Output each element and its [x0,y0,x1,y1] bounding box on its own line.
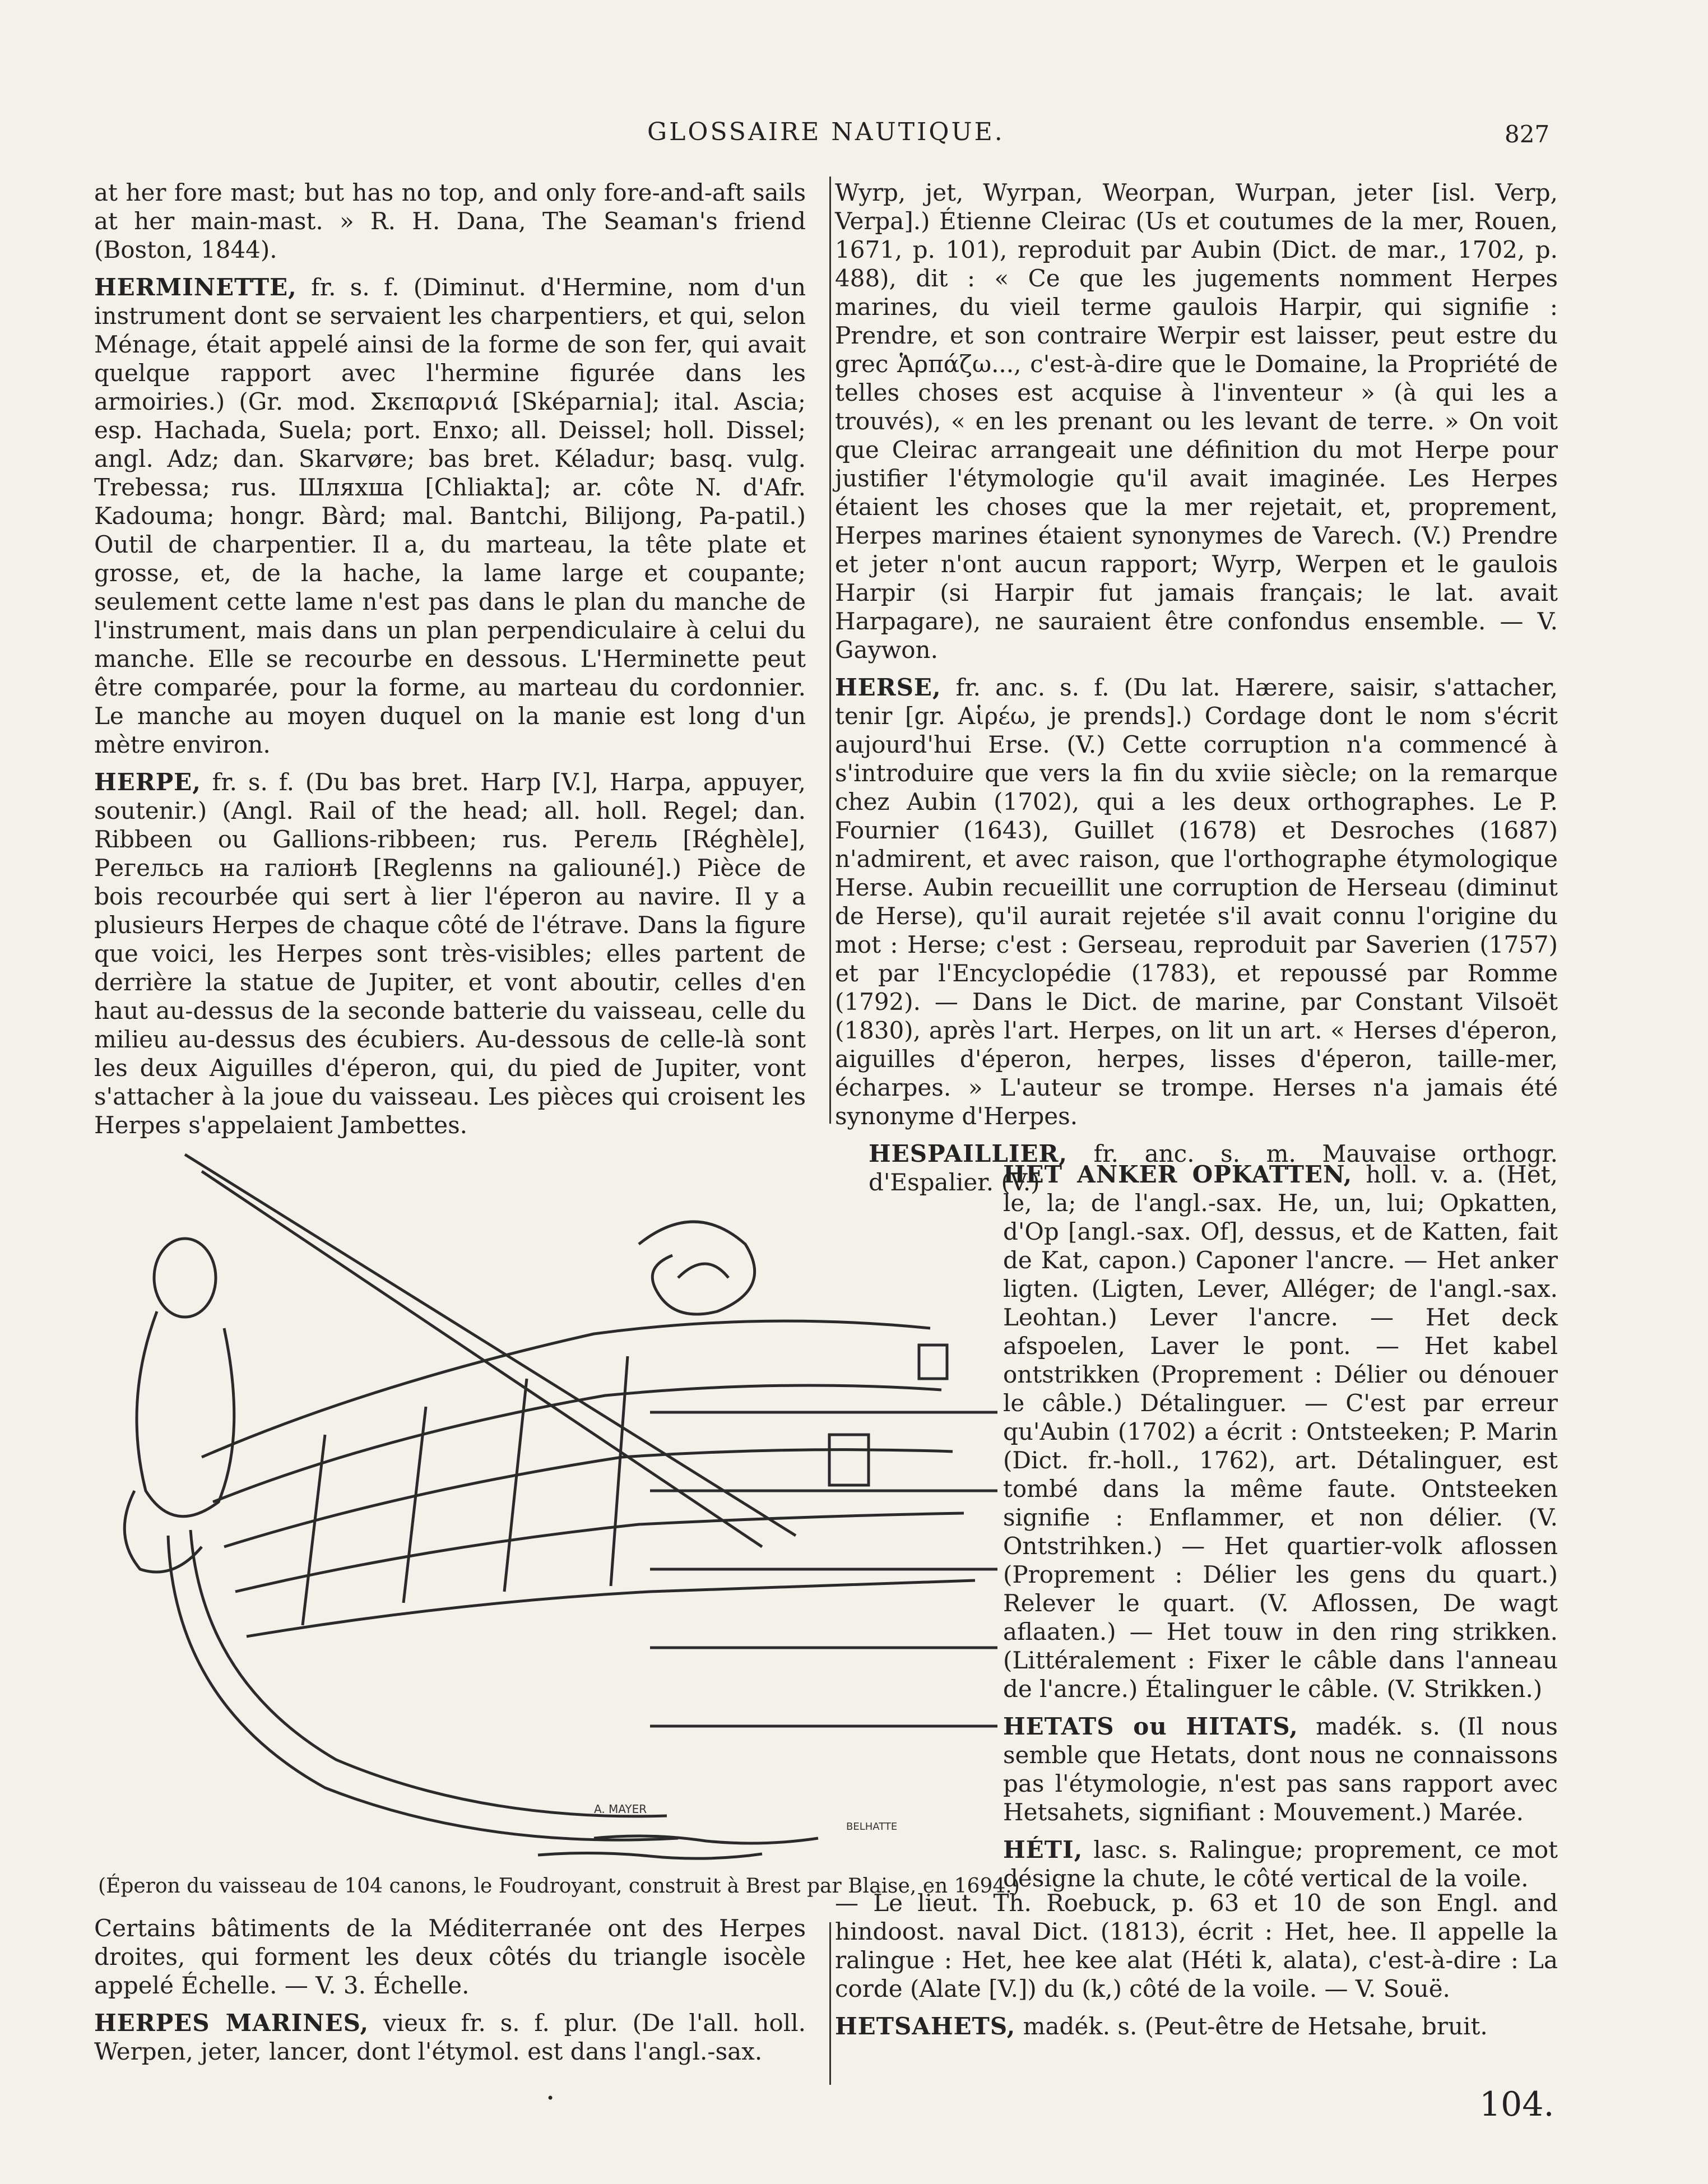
definition: madék. s. (Peut-être de Hetsahe, bruit. [1015,2013,1488,2040]
running-header: GLOSSAIRE NAUTIQUE. [647,118,1005,146]
signature-mark: 104. [1479,2085,1554,2124]
headword: HESPAILLIER, [869,1140,1068,1167]
headword: HERMINETTE, [94,273,297,301]
engraver-signature-left: A. MAYER [594,1802,647,1816]
definition: fr. anc. s. m. Mauvaise orthogr. d'Espalier. (V.) [869,1140,1558,1196]
ship-head-engraving [90,1143,1575,1866]
entry-herse [835,673,1558,1130]
paragraph-continuation: Wyrp, jet, Wyrpan, Weorpan, Wurpan, jeter [isl. Verp, Verpa].) Étienne Cleirac (Us et coutumes de la mer, Rouen, 1671, p. 101), reproduit par Aubin (Dict. de mar., 1702, p. 488), dit : « Ce que les jugements nomment Herpes marines, du vieil terme gaulois Harpir, qui signifie : Prendre, et son contraire Werpir est laisser, peut estre du grec Ἁρπάζω..., c'est-à-dire que le Domaine, la Propriété de telles choses est acquise à l'inventeur » (à qui les a trouvés), « en les prenant ou les levant de terre. » On voit que Cleirac arrangeait une définition du mot Herpe pour justifier l'étymologie qu'il avait imaginée. Les Herpes étaient les choses que la mer rejetait, et, proprement, Herpes marines étaient synonymes de Varech. (V.) Prendre et jeter n'ont aucun rapport; Wyrp, Werpen et le gaulois Harpir (si Harpir fut jamais français; le lat. avait Harpagare), ne sauraient être confondus ensemble. — V. Gaywon. [835,179,1558,664]
headword: HERPES MARINES, [94,2009,369,2037]
headword: HÉTI, [1003,1836,1083,1863]
headword: HERPE, [94,768,201,796]
column-rule-top [829,177,831,1124]
paragraph-continuation: — Le lieut. Th. Roebuck, p. 63 et 10 de son Engl. and hindoost. naval Dict. (1813), écrit : Het, hee. Il appelle la ralingue : Het, hee kee alat (Héti k, alata), c'est-à-dire : La corde (Alate [V.]) du (k,) côté de la voile. — V. Souë. [835,1889,1558,2002]
left-column-bottom [94,1914,806,2075]
entry-herpes-marines [94,2009,806,2066]
headword: HETATS ou HITATS, [1003,1713,1298,1740]
headword: HETSAHETS, [835,2013,1016,2040]
definition: holl. v. a. (Het, le, la; de l'angl.-sax. He, un, lui; Opkatten, d'Op [angl.-sax. Of], dessus, et de Katten, fait de Kat, capon.) Caponer l'ancre. — Het anker ligten. (Ligten, Lever, Alléger; de l'angl.-sax. Leohtan.) Lever l'ancre. — Het deck afspoelen, Laver le pont. — Het kabel ontstrikken (Proprement : Délier ou dénouer le câble.) Détalinguer. — C'est par erreur qu'Aubin (1702) a écrit : Ontsteeken; P. Marin (Dict. fr.-holl., 1762), art. Détalinguer, est tombé dans la même faute. Ontsteeken signifie : Enflammer, et non délier. (V. Ontstrihken.) — Het quartier-volk aflossen (Proprement : Délier les gens du quart.) Relever le quart. (V. Aflossen, De wagt aflaaten.) — Het touw in den ring strikken. (Littéralement : Fixer le câble dans l'anneau de l'ancre.) Étalinguer le câble. (V. Strikken.) [1003,1161,1558,1703]
entry-herpe [94,768,806,1139]
definition: lasc. s. Ralingue; proprement, ce mot désigne la chute, le côté vertical de la voile. [1003,1836,1558,1892]
headword: HERSE, [835,674,941,701]
figure-caption: (Éperon du vaisseau de 104 canons, le Foudroyant, construit à Brest par Blaise, en 1694.) [98,1875,1020,1898]
paragraph-continuation: at her fore mast; but has no top, and only fore-and-aft sails at her main-mast. » R. H. Dana, The Seaman's friend (Boston, 1844). [94,179,806,263]
headword: HET ANKER OPKATTEN, [1003,1161,1353,1188]
page-number: 827 [1505,120,1550,148]
column-rule-bottom [829,1922,831,2085]
definition: vieux fr. s. f. plur. (De l'all. holl. Werpen, jeter, lancer, dont l'étymol. est dans l'angl.-sax. [94,2009,806,2065]
right-column-bottom [835,1889,1558,2049]
definition: madék. s. (Il nous semble que Hetats, dont nous ne connaissons pas l'étymologie, n'est pas sans rapport avec Hetsahets, signifiant : Mouvement.) Marée. [1003,1713,1558,1826]
definition: fr. anc. s. f. (Du lat. Hærere, saisir, s'attacher, tenir [gr. Αἱρέω, je prends].) Cordage dont le nom s'écrit aujourd'hui Erse. (V.) Cette corruption n'a commencé à s'introduire que vers la fin du xviie siècle; on la remarque chez Aubin (1702), qui a les deux orthographes. Le P. Fournier (1643), Guillet (1678) et Desroches (1687) n'admirent, et avec raison, que l'orthographe étymologique Herse. Aubin recueillit une corruption de Herseau (diminut de Herse), qu'il aurait rejetée s'il avait connu l'origine du mot : Herse; c'est : Gerseau, reproduit par Saverien (1757) et par l'Encyclopédie (1783), et repoussé par Romme (1792). — Dans le Dict. de marine, par Constant Vilsoët (1830), après l'art. Herpes, on lit un art. « Herses d'éperon, aiguilles d'éperon, herpes, lisses d'éperon, taille-mer, écharpes. » L'auteur se trompe. Herses n'a jamais été synonyme d'Herpes. [835,674,1558,1130]
printer-mark: • [546,2090,555,2106]
definition: fr. s. f. (Diminut. d'Hermine, nom d'un instrument dont se servaient les charpentiers, et qui, selon Ménage, était appelé ainsi de la forme de son fer, qui avait quelque rapport avec l'hermine figurée dans les armoiries.) (Gr. mod. Σκεπαρνιά [Sképarnia]; ital. Ascia; esp. Hachada, Suela; port. Enxo; all. Deissel; holl. Dissel; angl. Adz; dan. Skarvøre; bas bret. Kéladur; basq. vulg. Trebessa; rus. Шляхша [Chliakta]; ar. côte N. d'Afr. Kadouma; hongr. Bàrd; mal. Bantchi, Bilijong, Pa-patil.) Outil de charpentier. Il a, du marteau, la tête plate et grosse, et, de la hache, la lame large et coupante; seulement cette lame n'est pas dans le plan du manche de l'instrument, mais dans un plan perpendiculaire à celui du manche. Elle se recourbe en dessous. L'Herminette peut être comparée, pour la forme, au marteau du cordonnier. Le manche au moyen duquel on la manie est long d'un mètre environ. [94,273,806,758]
right-column-top [835,178,1558,1205]
paragraph-continuation: Certains bâtiments de la Méditerranée ont des Herpes droites, qui forment les deux côtés du triangle isocèle appelé Échelle. — V. 3. Échelle. [94,1914,806,1999]
entry-herminette [94,273,806,759]
definition: fr. s. f. (Du bas bret. Harp [V.], Harpa, appuyer, soutenir.) (Angl. Rail of the head; all. holl. Regel; dan. Ribbeen ou Gallions-ribbeen; rus. Регель [Réghèle], Регельсь на галіонѣ [Reglenns na galiouné].) Pièce de bois recourbée qui sert à lier l'éperon au navire. Il y a plusieurs Herpes de chaque côté de l'étrave. Dans la figure que voici, les Herpes sont très-visibles; elles partent de derrière la statue de Jupiter, et vont aboutir, celles d'en haut au-dessus de la seconde batterie du vaisseau, celle du milieu au-dessus des écubiers. Au-dessous de celle-là sont les deux Aiguilles d'éperon, qui, du pied de Jupiter, vont s'attacher à la joue du vaisseau. Les pièces qui croisent les Herpes s'appelaient Jambettes. [94,768,806,1139]
left-column-top [94,178,806,1148]
entry-hetsahets [835,2012,1558,2041]
engraver-signature-right: BELHATTE [846,1821,898,1833]
